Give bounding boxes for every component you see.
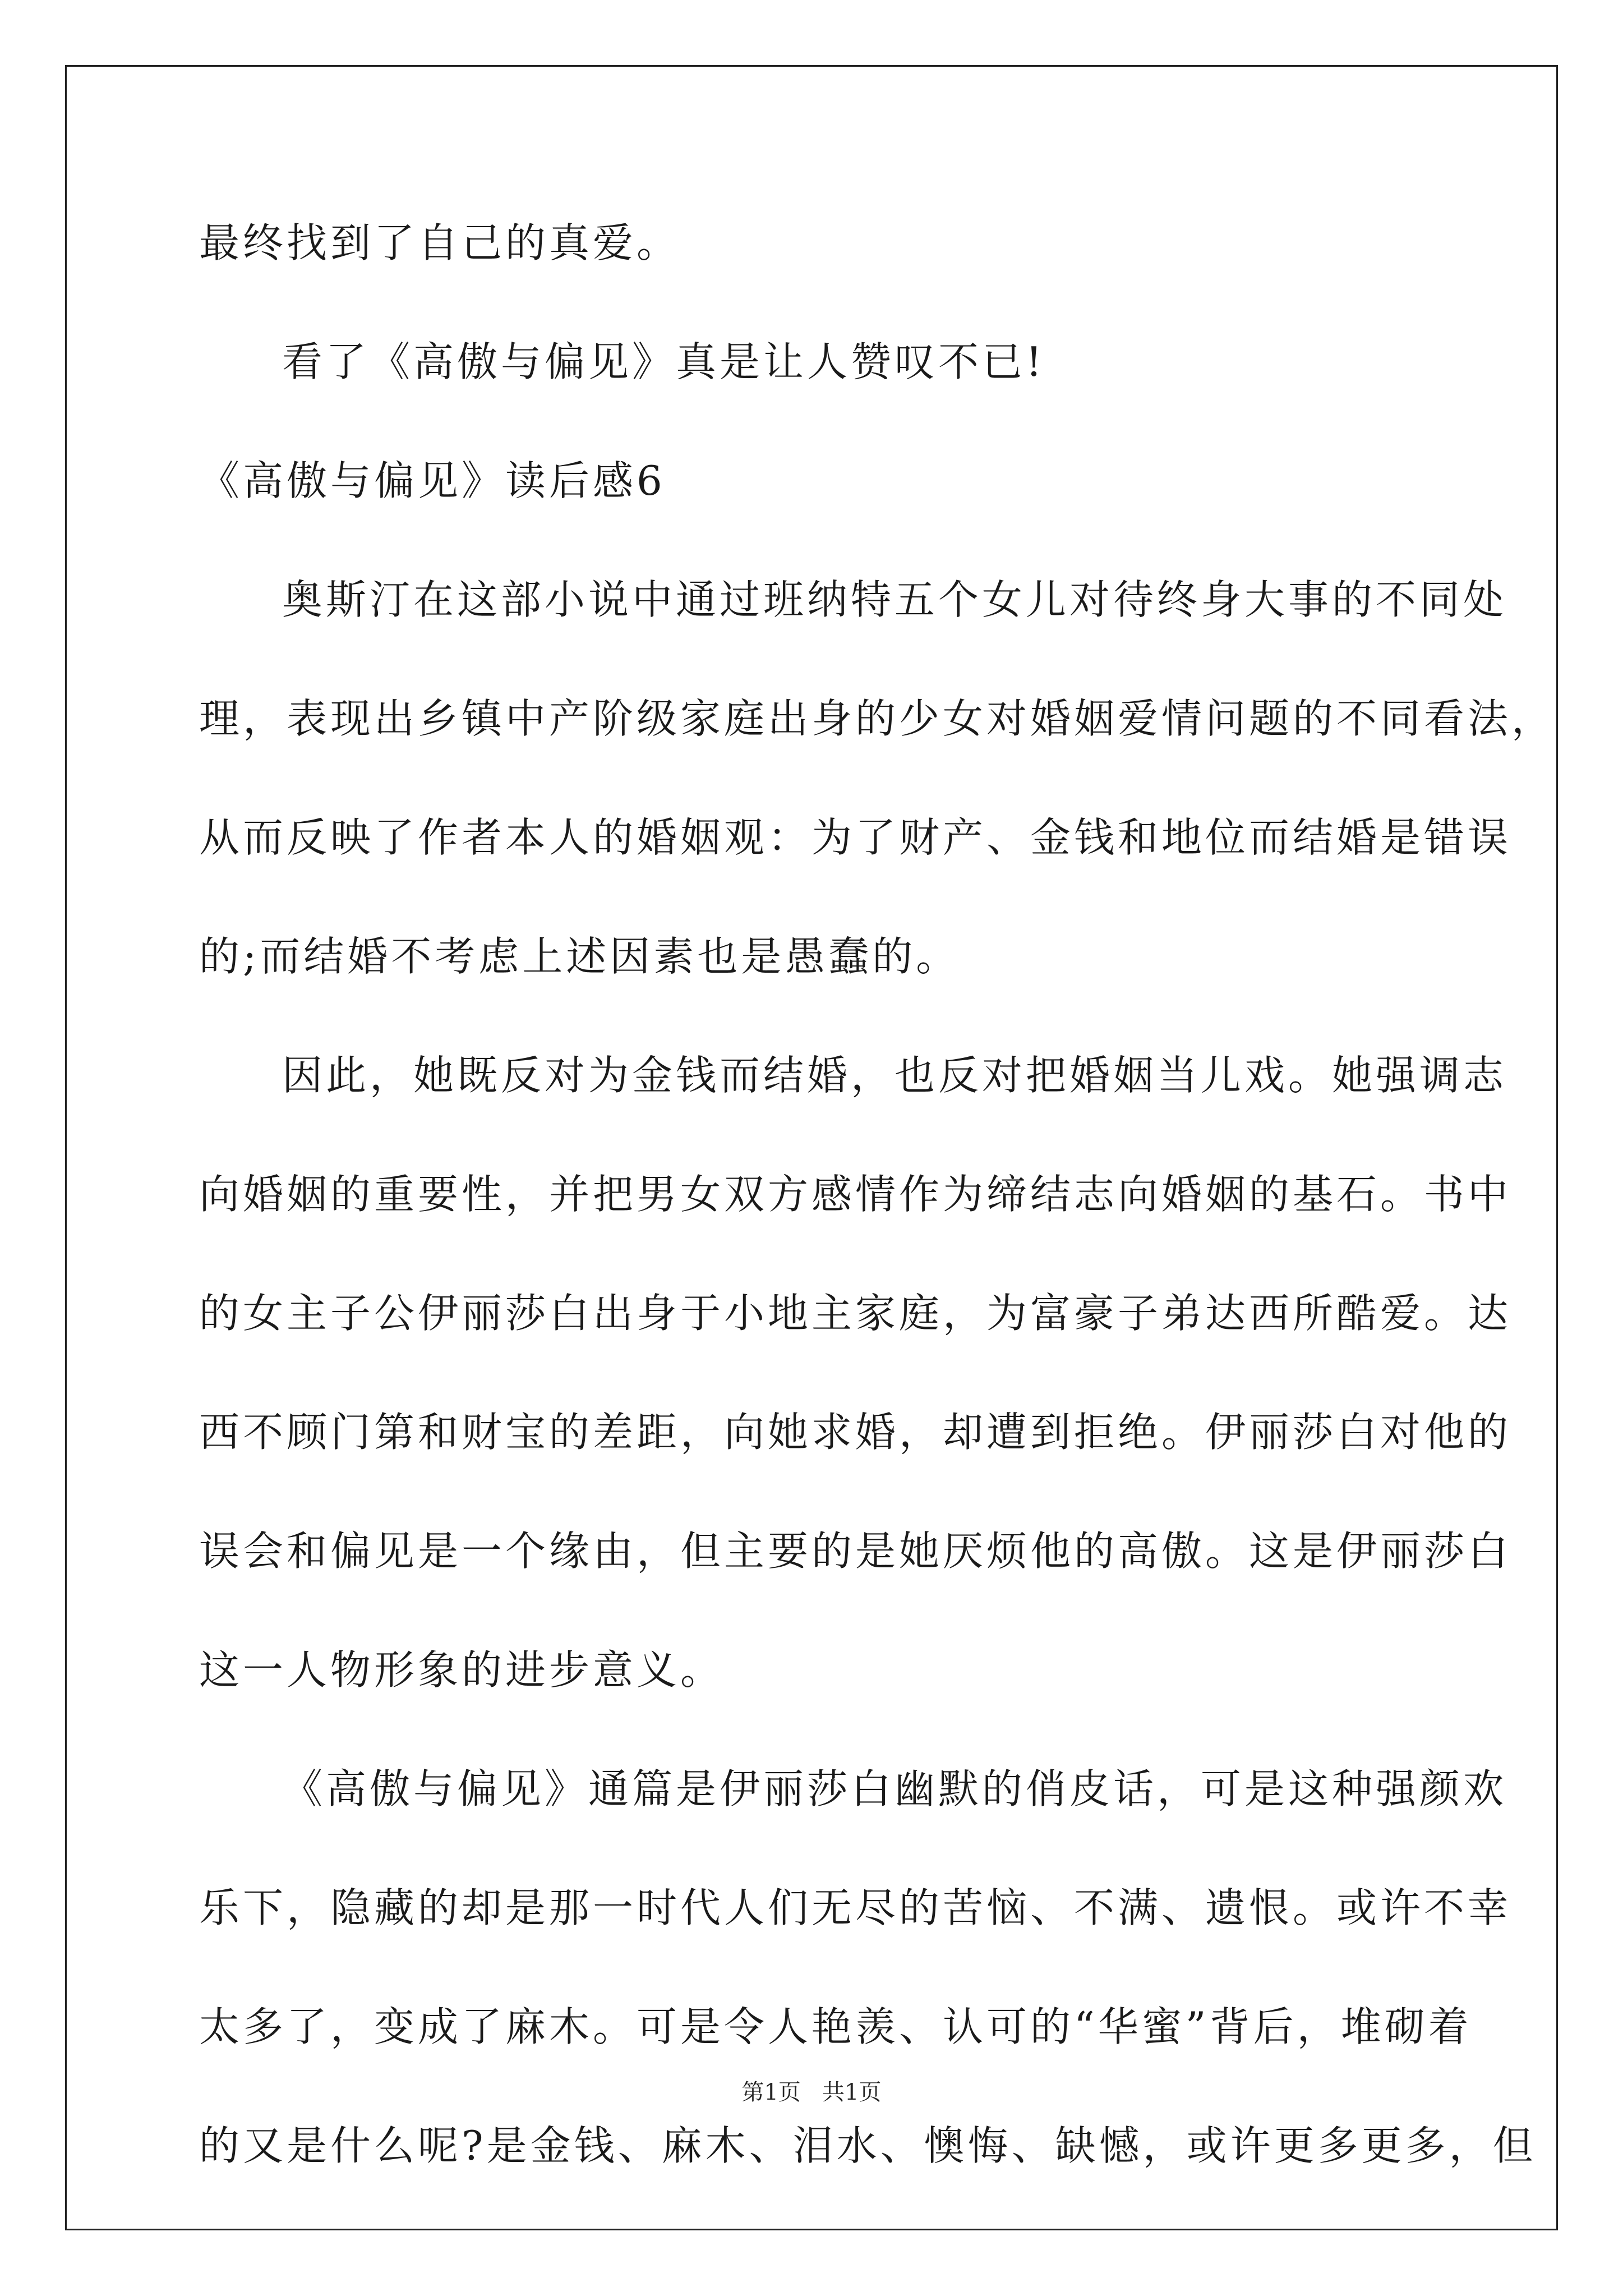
text-line: 看了《高傲与偏见》真是让人赞叹不已!	[282, 338, 1045, 385]
text-line: 《高傲与偏见》通篇是伊丽莎白幽默的俏皮话，可是这种强颜欢	[282, 1765, 1507, 1812]
text-line: 最终找到了自己的真爱。	[199, 219, 681, 266]
line-spacing	[199, 1343, 1461, 1402]
text-line: 这一人物形象的进步意义。	[199, 1646, 725, 1694]
line-spacing	[199, 392, 1461, 451]
section-heading: 《高傲与偏见》读后感6	[199, 457, 666, 504]
text-line: 误会和偏见是一个缘由，但主要的是她厌烦他的高傲。这是伊丽莎白	[199, 1527, 1512, 1575]
line-spacing	[199, 1819, 1461, 1878]
text-line: 西不顾门第和财宝的差距，向她求婚，却遭到拒绝。伊丽莎白对他的	[199, 1409, 1512, 1456]
line-spacing	[199, 629, 1461, 689]
line-spacing	[199, 510, 1461, 570]
text-line: 的又是什么呢?是金钱、麻木、泪水、懊悔、缺憾，或许更多更多，但	[199, 2122, 1537, 2169]
line-spacing	[199, 748, 1461, 808]
line-spacing	[199, 1105, 1461, 1165]
text-line: 乐下，隐藏的却是那一时代人们无尽的苦恼、不满、遗恨。或许不幸	[199, 1884, 1512, 1931]
line-spacing	[199, 1581, 1461, 1640]
line-spacing	[199, 1700, 1461, 1759]
line-spacing	[199, 986, 1461, 1046]
text-line: 从而反映了作者本人的婚姻观：为了财产、金钱和地位而结婚是错误	[199, 814, 1512, 861]
text-line: 太多了，变成了麻木。可是令人艳羡、认可的“华蜜”背后，堆砌着	[199, 2003, 1472, 2050]
line-spacing	[199, 1938, 1461, 1997]
text-line: 因此，她既反对为金钱而结婚，也反对把婚姻当儿戏。她强调志	[282, 1052, 1507, 1099]
line-spacing	[199, 1224, 1461, 1283]
text-line: 的女主子公伊丽莎白出身于小地主家庭，为富豪子弟达西所酷爱。达	[199, 1290, 1512, 1337]
line-spacing	[199, 867, 1461, 927]
page-footer: 第1页 共1页	[741, 2079, 882, 2105]
line-spacing	[199, 1462, 1461, 1521]
line-spacing	[199, 273, 1461, 332]
text-line: 的;而结婚不考虑上述因素也是愚蠢的。	[199, 933, 960, 980]
text-line: 向婚姻的重要性，并把男女双方感情作为缔结志向婚姻的基石。书中	[199, 1171, 1512, 1218]
text-line: 奥斯汀在这部小说中通过班纳特五个女儿对待终身大事的不同处	[282, 576, 1507, 623]
text-line: 理，表现出乡镇中产阶级家庭出身的少女对婚姻爱情问题的不同看法，	[199, 695, 1556, 742]
document-body	[199, 213, 1556, 2175]
